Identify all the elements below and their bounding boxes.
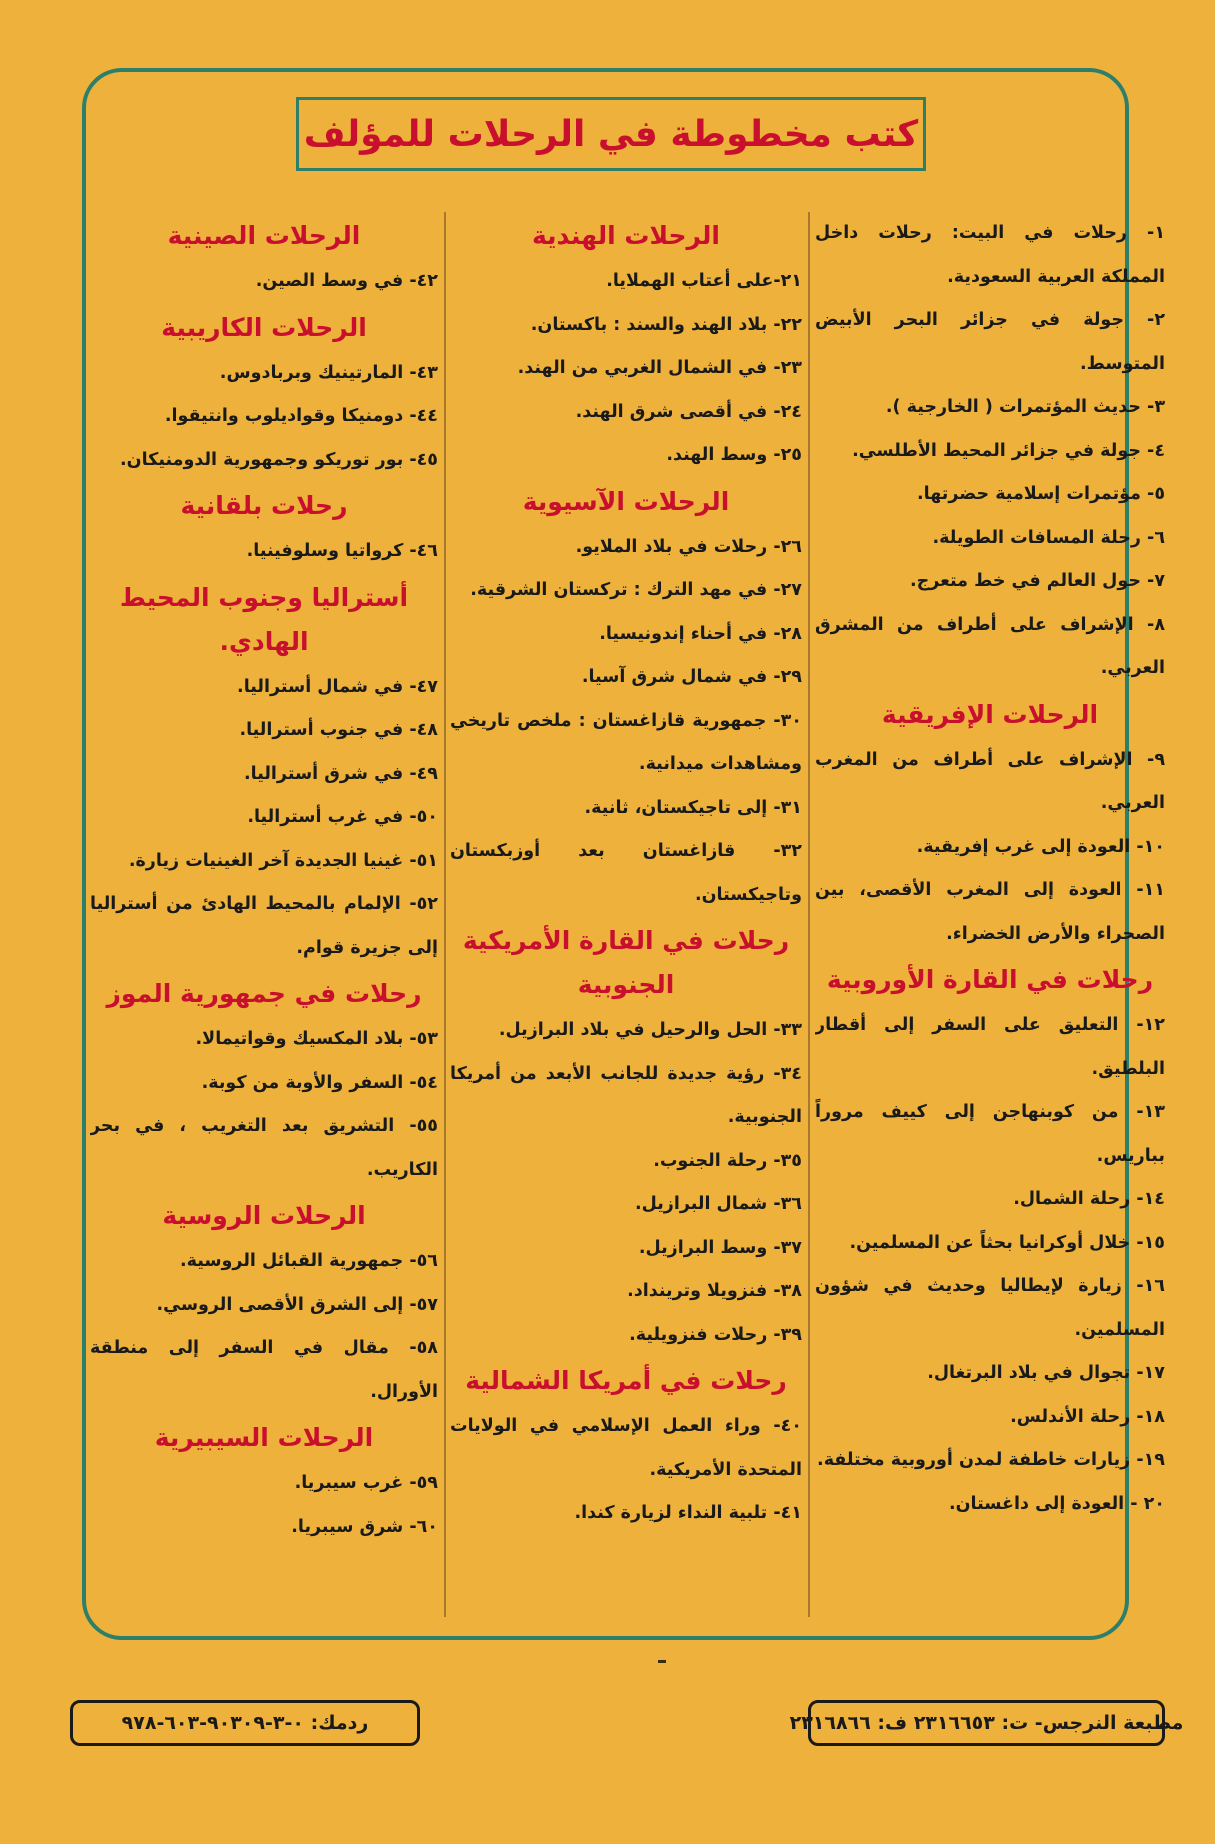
- book-item: ٥١- غينيا الجديدة آخر الغينيات زيارة.: [128, 850, 438, 871]
- book-item: ١٤- رحلة الشمال.: [1013, 1189, 1165, 1209]
- book-item: ٢٤- في أقصى شرق الهند.: [575, 401, 802, 422]
- book-item: ٤٨- في جنوب أستراليا.: [239, 720, 438, 740]
- book-item: ٢١-على أعتاب الهملايا.: [606, 271, 802, 291]
- book-item: ٢٩- في شمال شرق آسيا.: [581, 667, 802, 687]
- book-item: ٢- جولة في جزائر البحر الأبيض المتوسط.: [815, 310, 1165, 374]
- section-heading: الرحلات الإفريقية: [881, 699, 1099, 729]
- isbn-text: ردمك: ٠-٣-٩٠٣٠٩-٦٠٣-٩٧٨: [121, 1712, 369, 1734]
- book-item: ٤٧- في شمال أستراليا.: [237, 676, 438, 697]
- book-item: ٤١- تلبية النداء لزيارة كندا.: [574, 1503, 802, 1523]
- book-item: ٣٤- رؤية جديدة للجانب الأبعد من أمريكا الجنوبية.: [450, 1063, 802, 1127]
- book-item: ٥- مؤتمرات إسلامية حضرتها.: [917, 484, 1165, 504]
- book-item: ٣٣- الحل والرحيل في بلاد البرازيل.: [498, 1020, 802, 1040]
- book-item: ٥٩- غرب سيبريا.: [294, 1473, 438, 1493]
- book-item: ٢٣- في الشمال الغربي من الهند.: [517, 358, 802, 378]
- book-item: ٣١- إلى تاجيكستان، ثانية.: [584, 797, 802, 818]
- book-item: ٢٠ - العودة إلى داغستان.: [948, 1493, 1165, 1514]
- book-item: ٤- جولة في جزائر المحيط الأطلسي.: [852, 440, 1165, 461]
- book-item: ٥٣- بلاد المكسيك وقواتيمالا.: [195, 1029, 438, 1049]
- book-item: ٩- الإشراف على أطراف من المغرب العربي.: [815, 749, 1165, 813]
- book-item: ٦- رحلة المسافات الطويلة.: [932, 527, 1165, 548]
- isbn-box: [70, 1700, 420, 1746]
- book-item: ٤٠- وراء العمل الإسلامي في الولايات المتحدة الأمريكية.: [450, 1416, 802, 1480]
- book-item: ٣٩- رحلات فنزويلية.: [629, 1324, 802, 1345]
- book-item: ١٩- زيارات خاطفة لمدن أوروبية مختلفة.: [817, 1450, 1165, 1470]
- book-item: ٥٧- إلى الشرق الأقصى الروسي.: [156, 1294, 438, 1315]
- book-item: ١٣- من كوبنهاجن إلى كييف مروراً بباريس.: [815, 1102, 1165, 1166]
- section-heading: الرحلات الصينية: [167, 221, 361, 250]
- section-heading: الرحلات الكاريبية: [161, 312, 367, 342]
- printer-text: مطبعة النرجس- ت: ٢٣١٦٦٥٣ ف: ٢٣١٦٨٦٦: [789, 1712, 1184, 1734]
- book-item: ٥٨- مقال في السفر إلى منطقة الأورال.: [90, 1338, 438, 1402]
- section-heading: رحلات في جمهورية الموز: [106, 979, 422, 1008]
- column-left: [90, 212, 438, 1617]
- book-item: ١٢- التعليق على السفر إلى أقطار البلطيق.: [815, 1015, 1165, 1079]
- book-item: ٤٩- في شرق أستراليا.: [244, 763, 438, 784]
- title-box: [296, 97, 926, 171]
- column-divider: [444, 212, 446, 1617]
- book-item: ٤٣- المارتينيك وبربادوس.: [219, 362, 438, 383]
- book-item: ٤٦- كرواتيا وسلوفينيا.: [246, 541, 438, 561]
- book-item: ٤٢- في وسط الصين.: [255, 271, 438, 291]
- book-item: ١٨- رحلة الأندلس.: [1010, 1406, 1165, 1427]
- page-title: كتب مخطوطة في الرحلات للمؤلف: [303, 113, 919, 155]
- printer-box: [789, 1700, 1184, 1746]
- section-heading: رحلات بلقانية: [180, 491, 348, 520]
- book-item: ٣- حديث المؤتمرات ( الخارجية ).: [885, 397, 1165, 417]
- section-heading: الرحلات الآسيوية: [522, 486, 730, 516]
- book-item: ٢٥- وسط الهند.: [666, 445, 802, 465]
- section-heading: أستراليا وجنوب المحيط الهادي.: [119, 582, 409, 656]
- book-item: ٣٥- رحلة الجنوب.: [653, 1150, 802, 1171]
- book-item: ١٦- زيارة لإيطاليا وحديث في شؤون المسلمين.: [815, 1276, 1165, 1340]
- book-item: ٥٤- السفر والأوبة من كوبة.: [201, 1072, 438, 1093]
- book-item: ٥٠- في غرب أستراليا.: [247, 807, 438, 827]
- book-item: ٥٥- التشريق بعد التغريب ، في بحر الكاريب.: [90, 1116, 438, 1180]
- book-item: ٣٢- قازاغستان بعد أوزبكستان وتاجيكستان.: [450, 841, 802, 905]
- book-item: ١٧- تجوال في بلاد البرتغال.: [927, 1363, 1165, 1383]
- section-heading: الرحلات السيبيرية: [154, 1423, 374, 1452]
- book-item: ٤٥- بور توريكو وجمهورية الدومنيكان.: [120, 449, 438, 470]
- book-item: ٥٢- الإلمام بالمحيط الهادئ من أستراليا إلى جزيرة قوام.: [90, 894, 438, 958]
- column-right: [815, 212, 1165, 1617]
- book-item: ١٥- خلال أوكرانيا بحثاً عن المسلمين.: [849, 1232, 1165, 1253]
- book-item: ٢٧- في مهد الترك : تركستان الشرقية.: [470, 580, 802, 600]
- book-item: ٦٠- شرق سيبريا.: [291, 1516, 438, 1537]
- book-item: ١٠- العودة إلى غرب إفريقية.: [916, 836, 1165, 857]
- book-item: ٣٦- شمال البرازيل.: [634, 1194, 802, 1214]
- book-item: ٢٦- رحلات في بلاد الملايو.: [575, 536, 802, 557]
- book-item: ٥٦- جمهورية القبائل الروسية.: [179, 1251, 438, 1271]
- book-item: ٣٨- فنزويلا وترينداد.: [627, 1281, 802, 1301]
- book-item: ١- رحلات في البيت: رحلات داخل المملكة العربية السعودية.: [815, 223, 1165, 287]
- book-item: ٣٠- جمهورية قازاغستان : ملخص تاريخي ومشاهدات ميدانية.: [450, 710, 802, 774]
- book-item: ٢٨- في أحناء إندونيسيا.: [599, 623, 802, 644]
- section-heading: الرحلات الروسية: [162, 1201, 366, 1230]
- book-item: ٣٧- وسط البرازيل.: [638, 1237, 802, 1258]
- book-item: ٤٤- دومنيكا وقواديلوب وانتيقوا.: [164, 406, 438, 426]
- column-middle: [450, 212, 802, 1617]
- section-heading: الرحلات الهندية: [532, 221, 720, 250]
- book-item: ٢٢- بلاد الهند والسند : باكستان.: [530, 314, 802, 335]
- book-item: ٨- الإشراف على أطراف من المشرق العربي.: [815, 614, 1165, 678]
- section-heading: رحلات في القارة الأوروبية: [826, 965, 1154, 994]
- column-divider: [808, 212, 810, 1617]
- section-heading: رحلات في أمريكا الشمالية: [465, 1366, 787, 1395]
- book-item: ١١- العودة إلى المغرب الأقصى، بين الصحراء والأرض الخضراء.: [815, 880, 1165, 944]
- decorative-dot: [658, 1660, 666, 1663]
- section-heading: رحلات في القارة الأمريكية الجنوبية: [462, 926, 790, 999]
- book-item: ٧- حول العالم في خط متعرج.: [909, 571, 1165, 591]
